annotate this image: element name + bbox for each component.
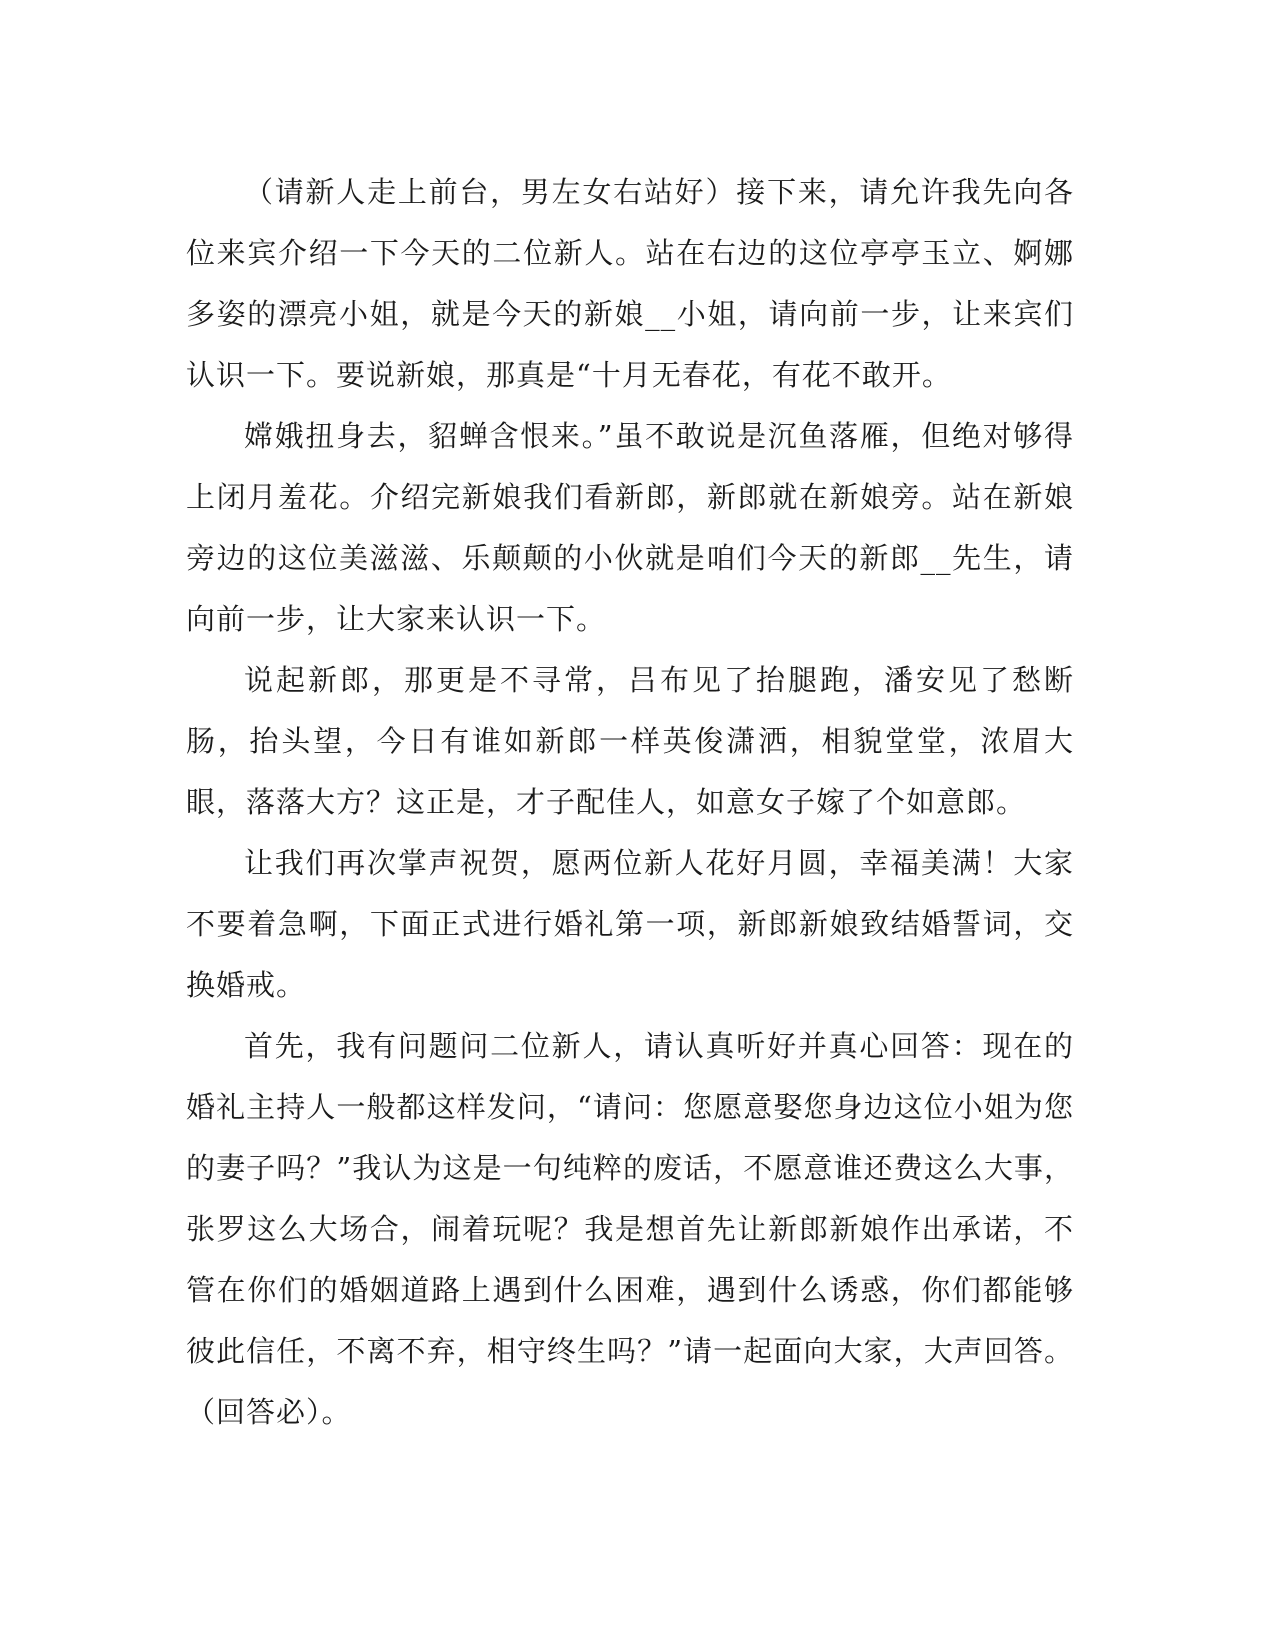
document-body [186,162,1074,1443]
paragraph-5: 首先，我有问题问二位新人，请认真听好并真心回答：现在的婚礼主持人一般都这样发问，“请问：您愿意娶您身边这位小姐为您的妻子吗？”我认为这是一句纯粹的废话，不愿意谁还费这么大事，张罗这么大场合，闹着玩呢？我是想首先让新郎新娘作出承诺，不管在你们的婚姻道路上遇到什么困难，遇到什么诱惑，你们都能够彼此信任，不离不弃，相守终生吗？”请一起面向大家，大声回答。（回答必）。 [186,1029,1074,1429]
paragraph-4: 让我们再次掌声祝贺，愿两位新人花好月圆，幸福美满！大家不要着急啊，下面正式进行婚礼第一项，新郎新娘致结婚誓词，交换婚戒。 [186,846,1074,1002]
paragraph-2: 嫦娥扭身去，貂蝉含恨来。”虽不敢说是沉鱼落雁，但绝对够得上闭月羞花。介绍完新娘我们看新郎，新郎就在新娘旁。站在新娘旁边的这位美滋滋、乐颠颠的小伙就是咱们今天的新郎__先生，请向前一步，让大家来认识一下。 [186,419,1074,636]
paragraph-3: 说起新郎，那更是不寻常，吕布见了抬腿跑，潘安见了愁断肠，抬头望，今日有谁如新郎一样英俊潇洒，相貌堂堂，浓眉大眼，落落大方？这正是，才子配佳人，如意女子嫁了个如意郎。 [186,663,1074,819]
paragraph-1: （请新人走上前台，男左女右站好）接下来，请允许我先向各位来宾介绍一下今天的二位新人。站在右边的这位亭亭玉立、婀娜多姿的漂亮小姐，就是今天的新娘__小姐，请向前一步，让来宾们认识一下。要说新娘，那真是“十月无春花，有花不敢开。 [186,175,1074,392]
